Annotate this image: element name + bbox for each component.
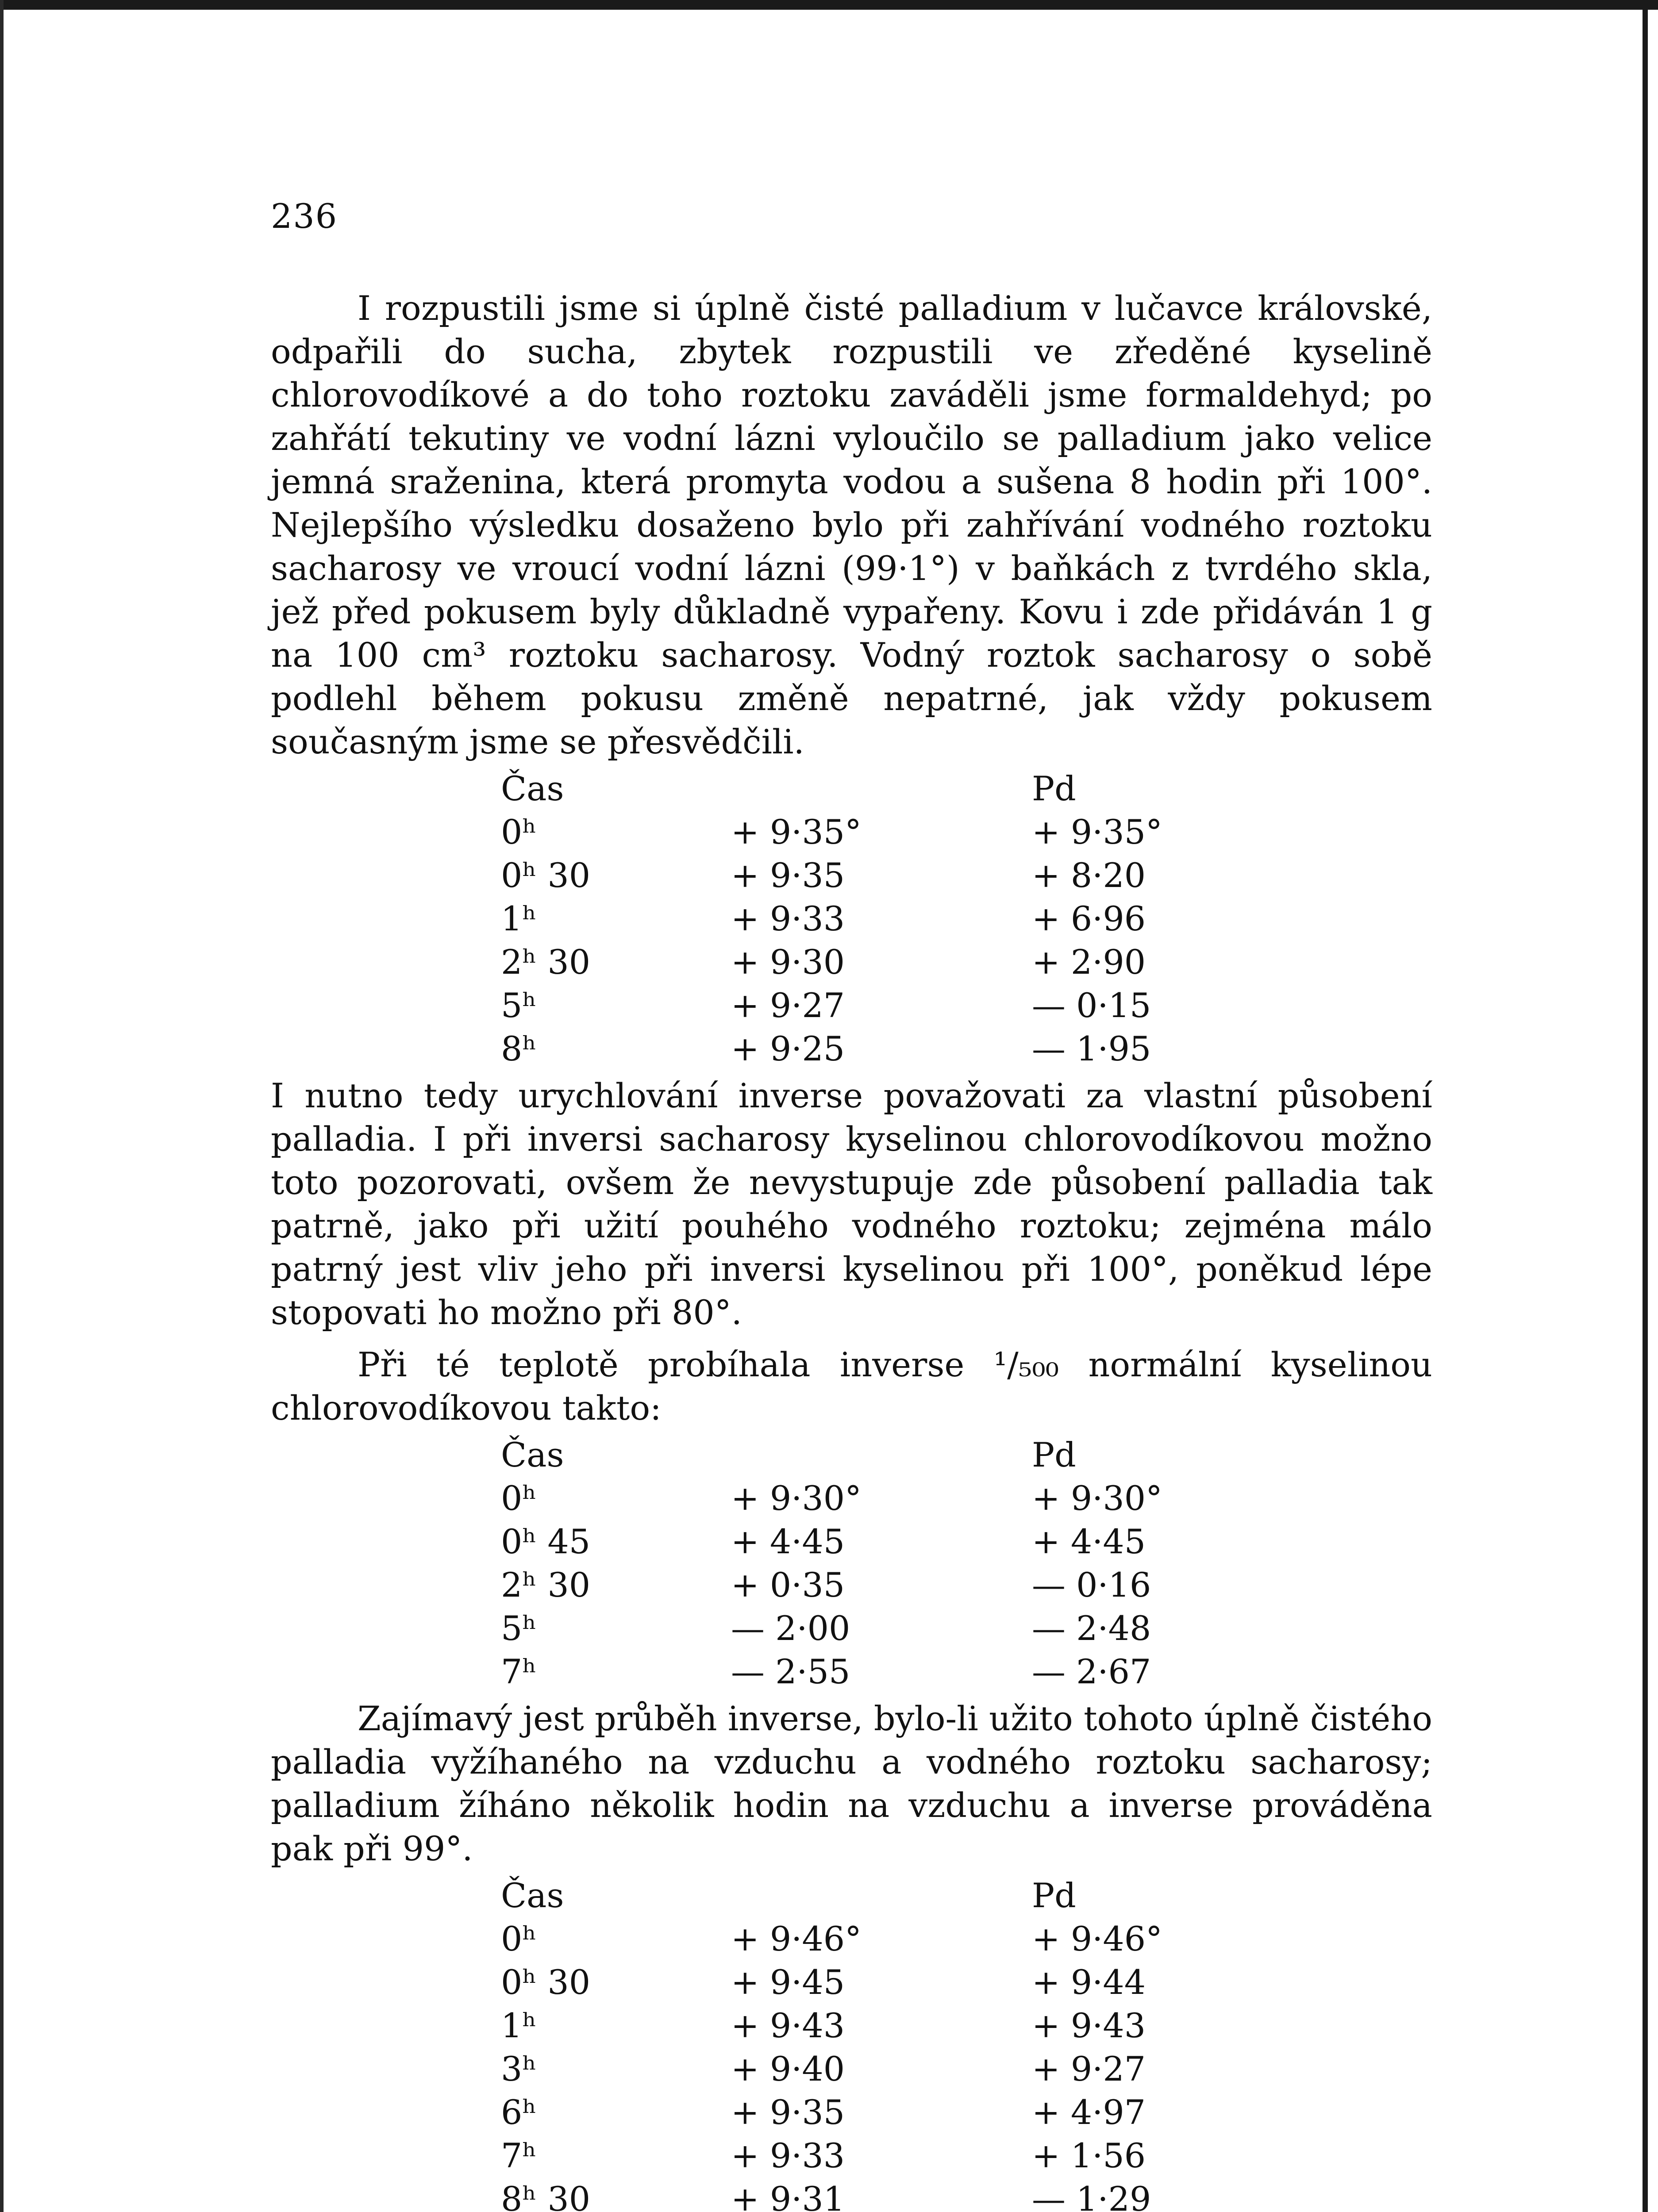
cell-time: 0ʰ: [501, 812, 537, 852]
cell-pd: + 4·97: [1032, 2093, 1146, 2132]
cell-time: 0ʰ: [501, 1919, 537, 1959]
cell-time: 2ʰ 30: [501, 1565, 591, 1605]
column-head-time: Čas: [501, 1876, 564, 1915]
column-head-pd: Pd: [1032, 1876, 1076, 1915]
cell-pd: — 0·16: [1032, 1565, 1151, 1605]
cell-control: + 9·35: [731, 2093, 845, 2132]
cell-pd: + 9·44: [1032, 1962, 1146, 2002]
cell-time: 1ʰ: [501, 2006, 537, 2045]
table-row: [501, 2134, 1162, 2177]
cell-time: 8ʰ: [501, 1029, 537, 1068]
page-number: 236: [271, 196, 338, 236]
table-inversion-annealed: [501, 1874, 1162, 2212]
cell-control: + 9·30°: [731, 1479, 862, 1518]
cell-pd: + 4·45: [1032, 1522, 1146, 1561]
cell-control: + 9·31: [731, 2179, 845, 2212]
scan-border-right: [1643, 0, 1648, 2212]
paragraph-discussion: I nutno tedy urychlování inverse považovati za vlastní působení palladia. I při inversi sacharosy kyselinou chlorovodíkovou možno toto pozorovati, ovšem že nevystupuje zde působení palladia tak patrně, jako při užití pouhého vodného roztoku; zejména málo patrný jest vliv jeho při inversi kyselinou při 100°, poněkud lépe stopovati ho možno při 80°.: [271, 1076, 1432, 1332]
scan-border-top: [0, 0, 1658, 10]
table-header-row: [501, 767, 1162, 810]
cell-time: 0ʰ 45: [501, 1522, 591, 1561]
table-row: [501, 1917, 1162, 1961]
cell-control: — 2·00: [731, 1609, 850, 1648]
cell-time: 0ʰ 30: [501, 1962, 591, 2002]
table-row: [501, 897, 1162, 941]
cell-pd: — 1·29: [1032, 2179, 1151, 2212]
cell-time: 3ʰ: [501, 2049, 537, 2089]
cell-control: + 9·33: [731, 2136, 845, 2175]
cell-pd: — 0·15: [1032, 986, 1151, 1025]
paragraph-hcl-intro: Při té teplotě probíhala inverse ¹/₅₀₀ normální kyselinou chlorovodíkovou takto:: [271, 1345, 1432, 1428]
cell-time: 0ʰ 30: [501, 856, 591, 895]
column-head-time: Čas: [501, 769, 564, 808]
cell-control: + 0·35: [731, 1565, 845, 1605]
cell-time: 5ʰ: [501, 986, 537, 1025]
cell-pd: + 8·20: [1032, 856, 1146, 895]
table-row: [501, 941, 1162, 984]
cell-control: — 2·55: [731, 1652, 850, 1691]
cell-time: 7ʰ: [501, 1652, 537, 1691]
cell-time: 5ʰ: [501, 1609, 537, 1648]
table-row: [501, 1520, 1162, 1563]
cell-control: + 9·35: [731, 856, 845, 895]
table-row: [501, 2004, 1162, 2047]
cell-pd: + 9·46°: [1032, 1919, 1163, 1959]
cell-control: + 9·33: [731, 899, 845, 938]
cell-control: + 9·45: [731, 1962, 845, 2002]
cell-pd: + 6·96: [1032, 899, 1146, 938]
cell-pd: — 2·48: [1032, 1609, 1151, 1648]
table-row: [501, 1477, 1162, 1520]
table-row: [501, 854, 1162, 897]
cell-pd: + 9·27: [1032, 2049, 1146, 2089]
cell-pd: — 2·67: [1032, 1652, 1151, 1691]
column-head-pd: Pd: [1032, 1435, 1076, 1475]
cell-time: 6ʰ: [501, 2093, 537, 2132]
table-header-row: [501, 1874, 1162, 1917]
scan-border-left: [0, 0, 4, 2212]
table-row: [501, 1650, 1162, 1694]
table-inversion-water: [501, 767, 1162, 1071]
paragraph-intro: I rozpustili jsme si úplně čisté palladium v lučavce královské, odpařili do sucha, zbytek rozpustili ve zředěné kyselině chlorovodíkové a do toho roztoku zaváděli jsme formaldehyd; po zahřátí tekutiny ve vodní lázni vyloučilo se palladium jako velice jemná sraženina, která promyta vodou a sušena 8 hodin při 100°. Nejlepšího výsledku dosaženo bylo při zahřívání vodného roztoku sacharosy ve vroucí vodní lázni (99·1°) v baňkách z tvrdého skla, jež před pokusem byly důkladně vypařeny. Kovu i zde přidáván 1 g na 100 cm³ roztoku sacharosy. Vodný roztok sacharosy o sobě podlehl během pokusu změně nepatrné, jak vždy pokusem současným jsme se přesvědčili.: [271, 288, 1432, 761]
cell-time: 0ʰ: [501, 1479, 537, 1518]
cell-time: 8ʰ 30: [501, 2179, 591, 2212]
cell-time: 1ʰ: [501, 899, 537, 938]
column-head-time: Čas: [501, 1435, 564, 1475]
cell-control: + 9·46°: [731, 1919, 862, 1959]
cell-pd: + 9·43: [1032, 2006, 1146, 2045]
table-row: [501, 1961, 1162, 2004]
table-row: [501, 1563, 1162, 1607]
cell-pd: — 1·95: [1032, 1029, 1151, 1068]
cell-pd: + 1·56: [1032, 2136, 1146, 2175]
cell-time: 7ʰ: [501, 2136, 537, 2175]
table-row: [501, 2047, 1162, 2091]
cell-pd: + 9·35°: [1032, 812, 1163, 852]
table-row: [501, 2177, 1162, 2212]
cell-control: + 4·45: [731, 1522, 845, 1561]
cell-control: + 9·43: [731, 2006, 845, 2045]
table-row: [501, 1607, 1162, 1650]
cell-pd: + 9·30°: [1032, 1479, 1163, 1518]
cell-control: + 9·25: [731, 1029, 845, 1068]
book-page: [271, 195, 1432, 2212]
cell-pd: + 2·90: [1032, 942, 1146, 982]
cell-control: + 9·30: [731, 942, 845, 982]
table-row: [501, 1027, 1162, 1071]
cell-control: + 9·40: [731, 2049, 845, 2089]
cell-control: + 9·35°: [731, 812, 862, 852]
table-header-row: [501, 1433, 1162, 1477]
column-head-pd: Pd: [1032, 769, 1076, 808]
table-row: [501, 984, 1162, 1027]
table-inversion-hcl: [501, 1433, 1162, 1694]
paragraph-annealed: Zajímavý jest průběh inverse, bylo-li užito tohoto úplně čistého palladia vyžíhaného na vzduchu a vodného roztoku sacharosy; palladium žíháno několik hodin na vzduchu a inverse prováděna pak při 99°.: [271, 1699, 1432, 1868]
cell-time: 2ʰ 30: [501, 942, 591, 982]
cell-control: + 9·27: [731, 986, 845, 1025]
table-row: [501, 810, 1162, 854]
table-row: [501, 2091, 1162, 2134]
